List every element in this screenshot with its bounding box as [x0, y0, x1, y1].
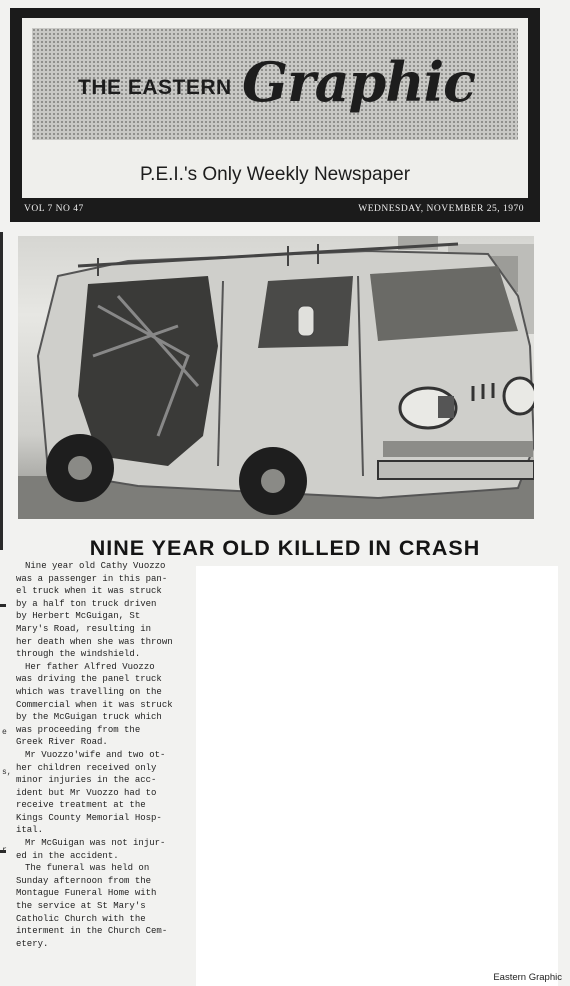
- image-credit: Eastern Graphic: [493, 972, 562, 983]
- crash-photo: [18, 236, 534, 519]
- margin-fragment: r: [2, 846, 7, 855]
- masthead-dateline: [24, 204, 524, 218]
- masthead-tagline: P.E.I.'s Only Weekly Newspaper: [139, 164, 411, 185]
- masthead-panel: [22, 18, 528, 198]
- masthead-title-graphic: Graphic: [242, 50, 475, 114]
- margin-fragment: s,: [2, 768, 12, 777]
- article-paragraph: Mr McGuigan was not injur- ed in the accident.: [16, 838, 166, 861]
- masthead: [10, 8, 540, 222]
- article-paragraph: The funeral was held on Sunday afternoon from the Montague Funeral Home with the service at St Mary's Catholic Church with the interment in the Church Cem- etery.: [16, 863, 168, 949]
- article-paragraph: Mr Vuozzo'wife and two ot- her children received only minor injuries in the acc- ident but Mr Vuozzo had to receive treatment at the Kings County Memorial Hosp- ital.: [16, 749, 166, 836]
- article-body: [16, 560, 194, 950]
- clipping-edge-bar: [0, 232, 3, 550]
- clipping-edge-mark: [0, 604, 6, 607]
- masthead-title-the-eastern: THE EASTERN: [78, 76, 232, 99]
- margin-fragment: e: [2, 728, 7, 737]
- panel-truck-illustration: [18, 236, 534, 519]
- article-paragraph: Her father Alfred Vuozzo was driving the panel truck which was travelling on the Commercial when it was struck by the McGuigan truck which was proceeding from the Greek River Road.: [16, 661, 173, 748]
- article-paragraph: Nine year old Cathy Vuozzo was a passenger in this pan- el truck when it was struck by a half ton truck driven by Herbert McGuigan, St Mary's Road, resulting in her death when she was thrown through the windshield.: [16, 561, 173, 660]
- article-headline: NINE YEAR OLD KILLED IN CRASH: [89, 536, 481, 560]
- blank-white-area: [196, 566, 558, 986]
- masthead-tint-band: [32, 28, 518, 140]
- issue-date: WEDNESDAY, NOVEMBER 25, 1970: [358, 204, 524, 214]
- volume-issue: VOL 7 NO 47: [24, 204, 84, 214]
